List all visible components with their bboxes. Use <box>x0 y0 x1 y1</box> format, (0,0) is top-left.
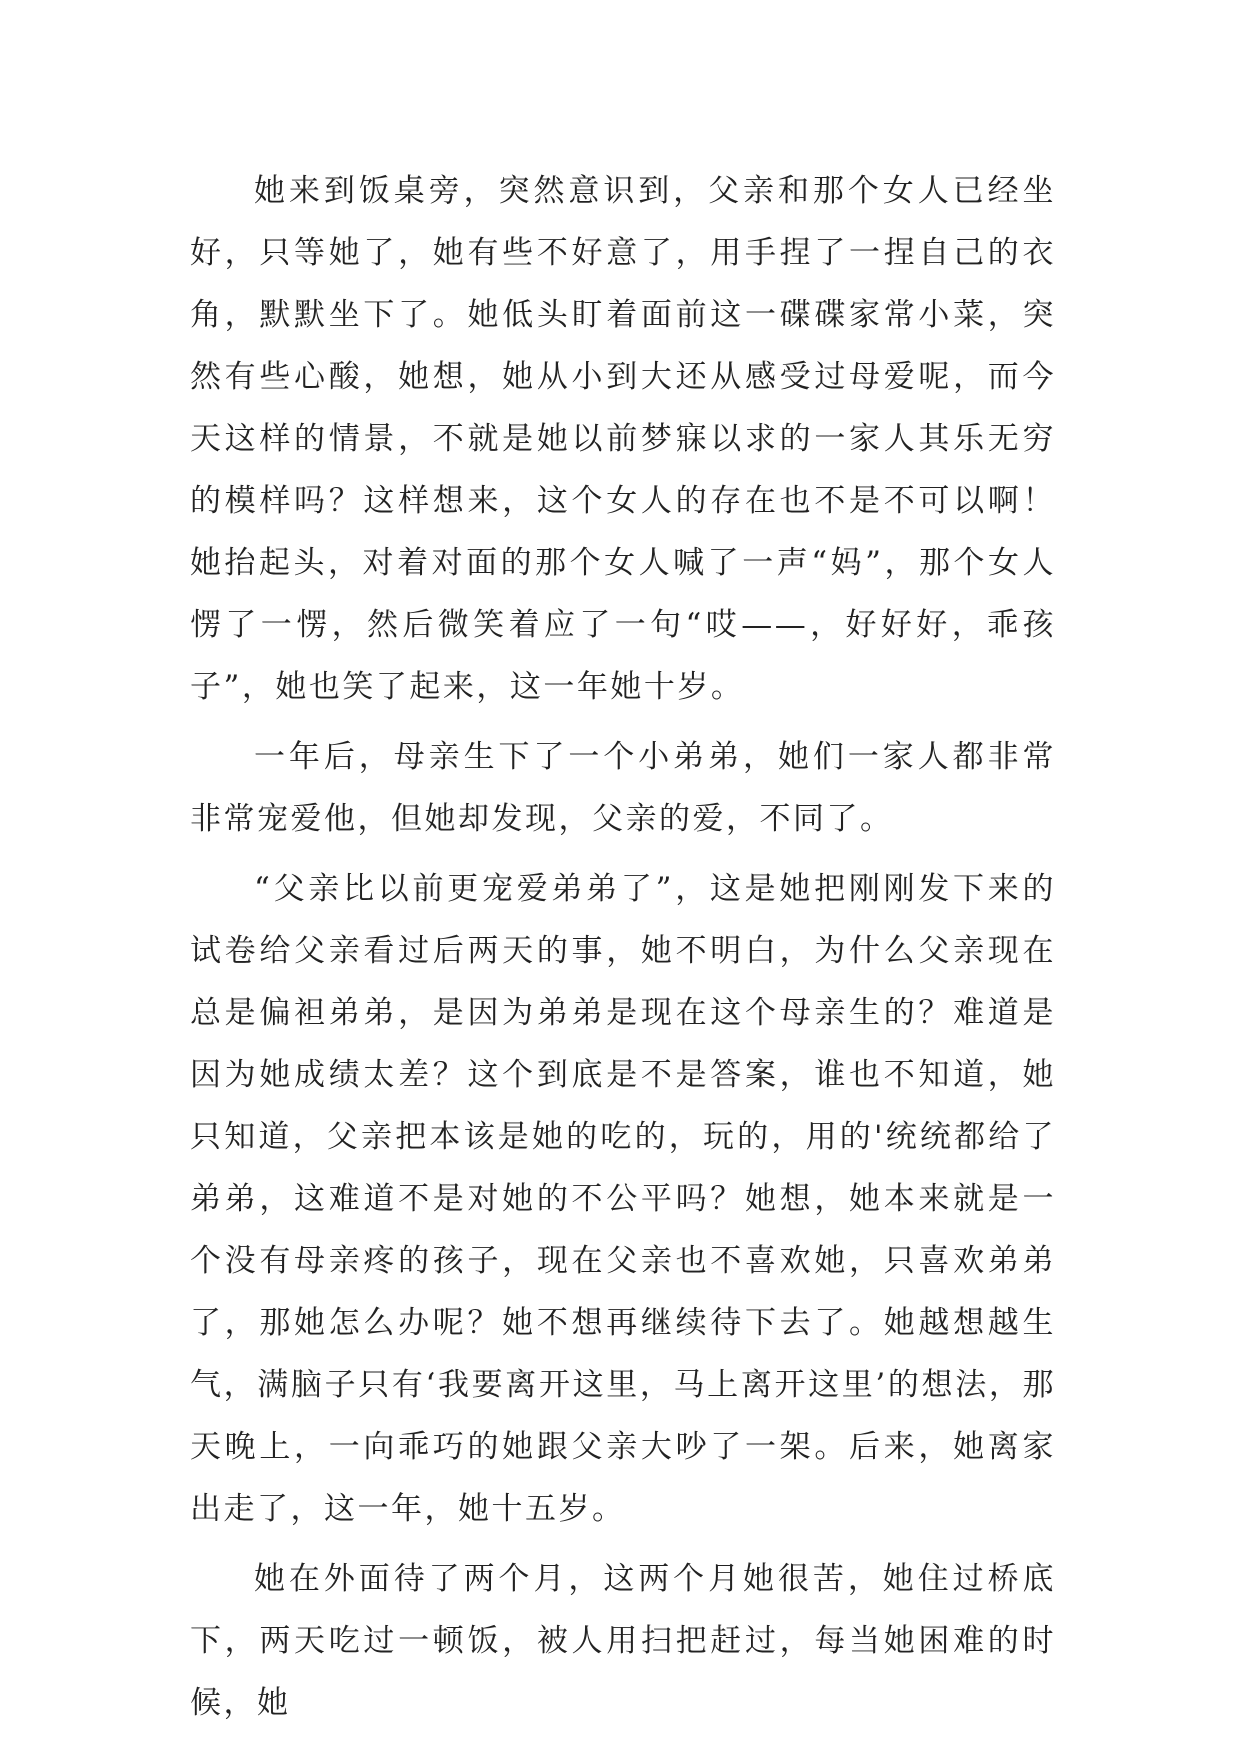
paragraph-2: 一年后，母亲生下了一个小弟弟，她们一家人都非常非常宠爱他，但她却发现，父亲的爱，不同了。 <box>190 739 1056 837</box>
paragraph-4: 她在外面待了两个月，这两个月她很苦，她住过桥底下，两天吃过一顿饭，被人用扫把赶过，每当她困难的时候，她 <box>190 1561 1056 1721</box>
document-body <box>190 160 1056 1734</box>
paragraph-1: 她来到饭桌旁，突然意识到，父亲和那个女人已经坐好，只等她了，她有些不好意了，用手捏了一捏自己的衣角，默默坐下了。她低头盯着面前这一碟碟家常小菜，突然有些心酸，她想，她从小到大还从感受过母爱呢，而今天这样的情景，不就是她以前梦寐以求的一家人其乐无穷的模样吗？这样想来，这个女人的存在也不是不可以啊！她抬起头，对着对面的那个女人喊了一声“妈”，那个女人愣了一愣，然后微笑着应了一句“哎——，好好好，乖孩子”，她也笑了起来，这一年她十岁。 <box>190 173 1056 705</box>
paragraph-3: “父亲比以前更宠爱弟弟了”，这是她把刚刚发下来的试卷给父亲看过后两天的事，她不明白，为什么父亲现在总是偏袒弟弟，是因为弟弟是现在这个母亲生的？难道是因为她成绩太差？这个到底是不是答案，谁也不知道，她只知道，父亲把本该是她的吃的，玩的，用的'统统都给了弟弟，这难道不是对她的不公平吗？她想，她本来就是一个没有母亲疼的孩子，现在父亲也不喜欢她，只喜欢弟弟了，那她怎么办呢？她不想再继续待下去了。她越想越生气，满脑子只有‘我要离开这里，马上离开这里’的想法，那天晚上，一向乖巧的她跟父亲大吵了一架。后来，她离家出走了，这一年，她十五岁。 <box>190 871 1056 1527</box>
